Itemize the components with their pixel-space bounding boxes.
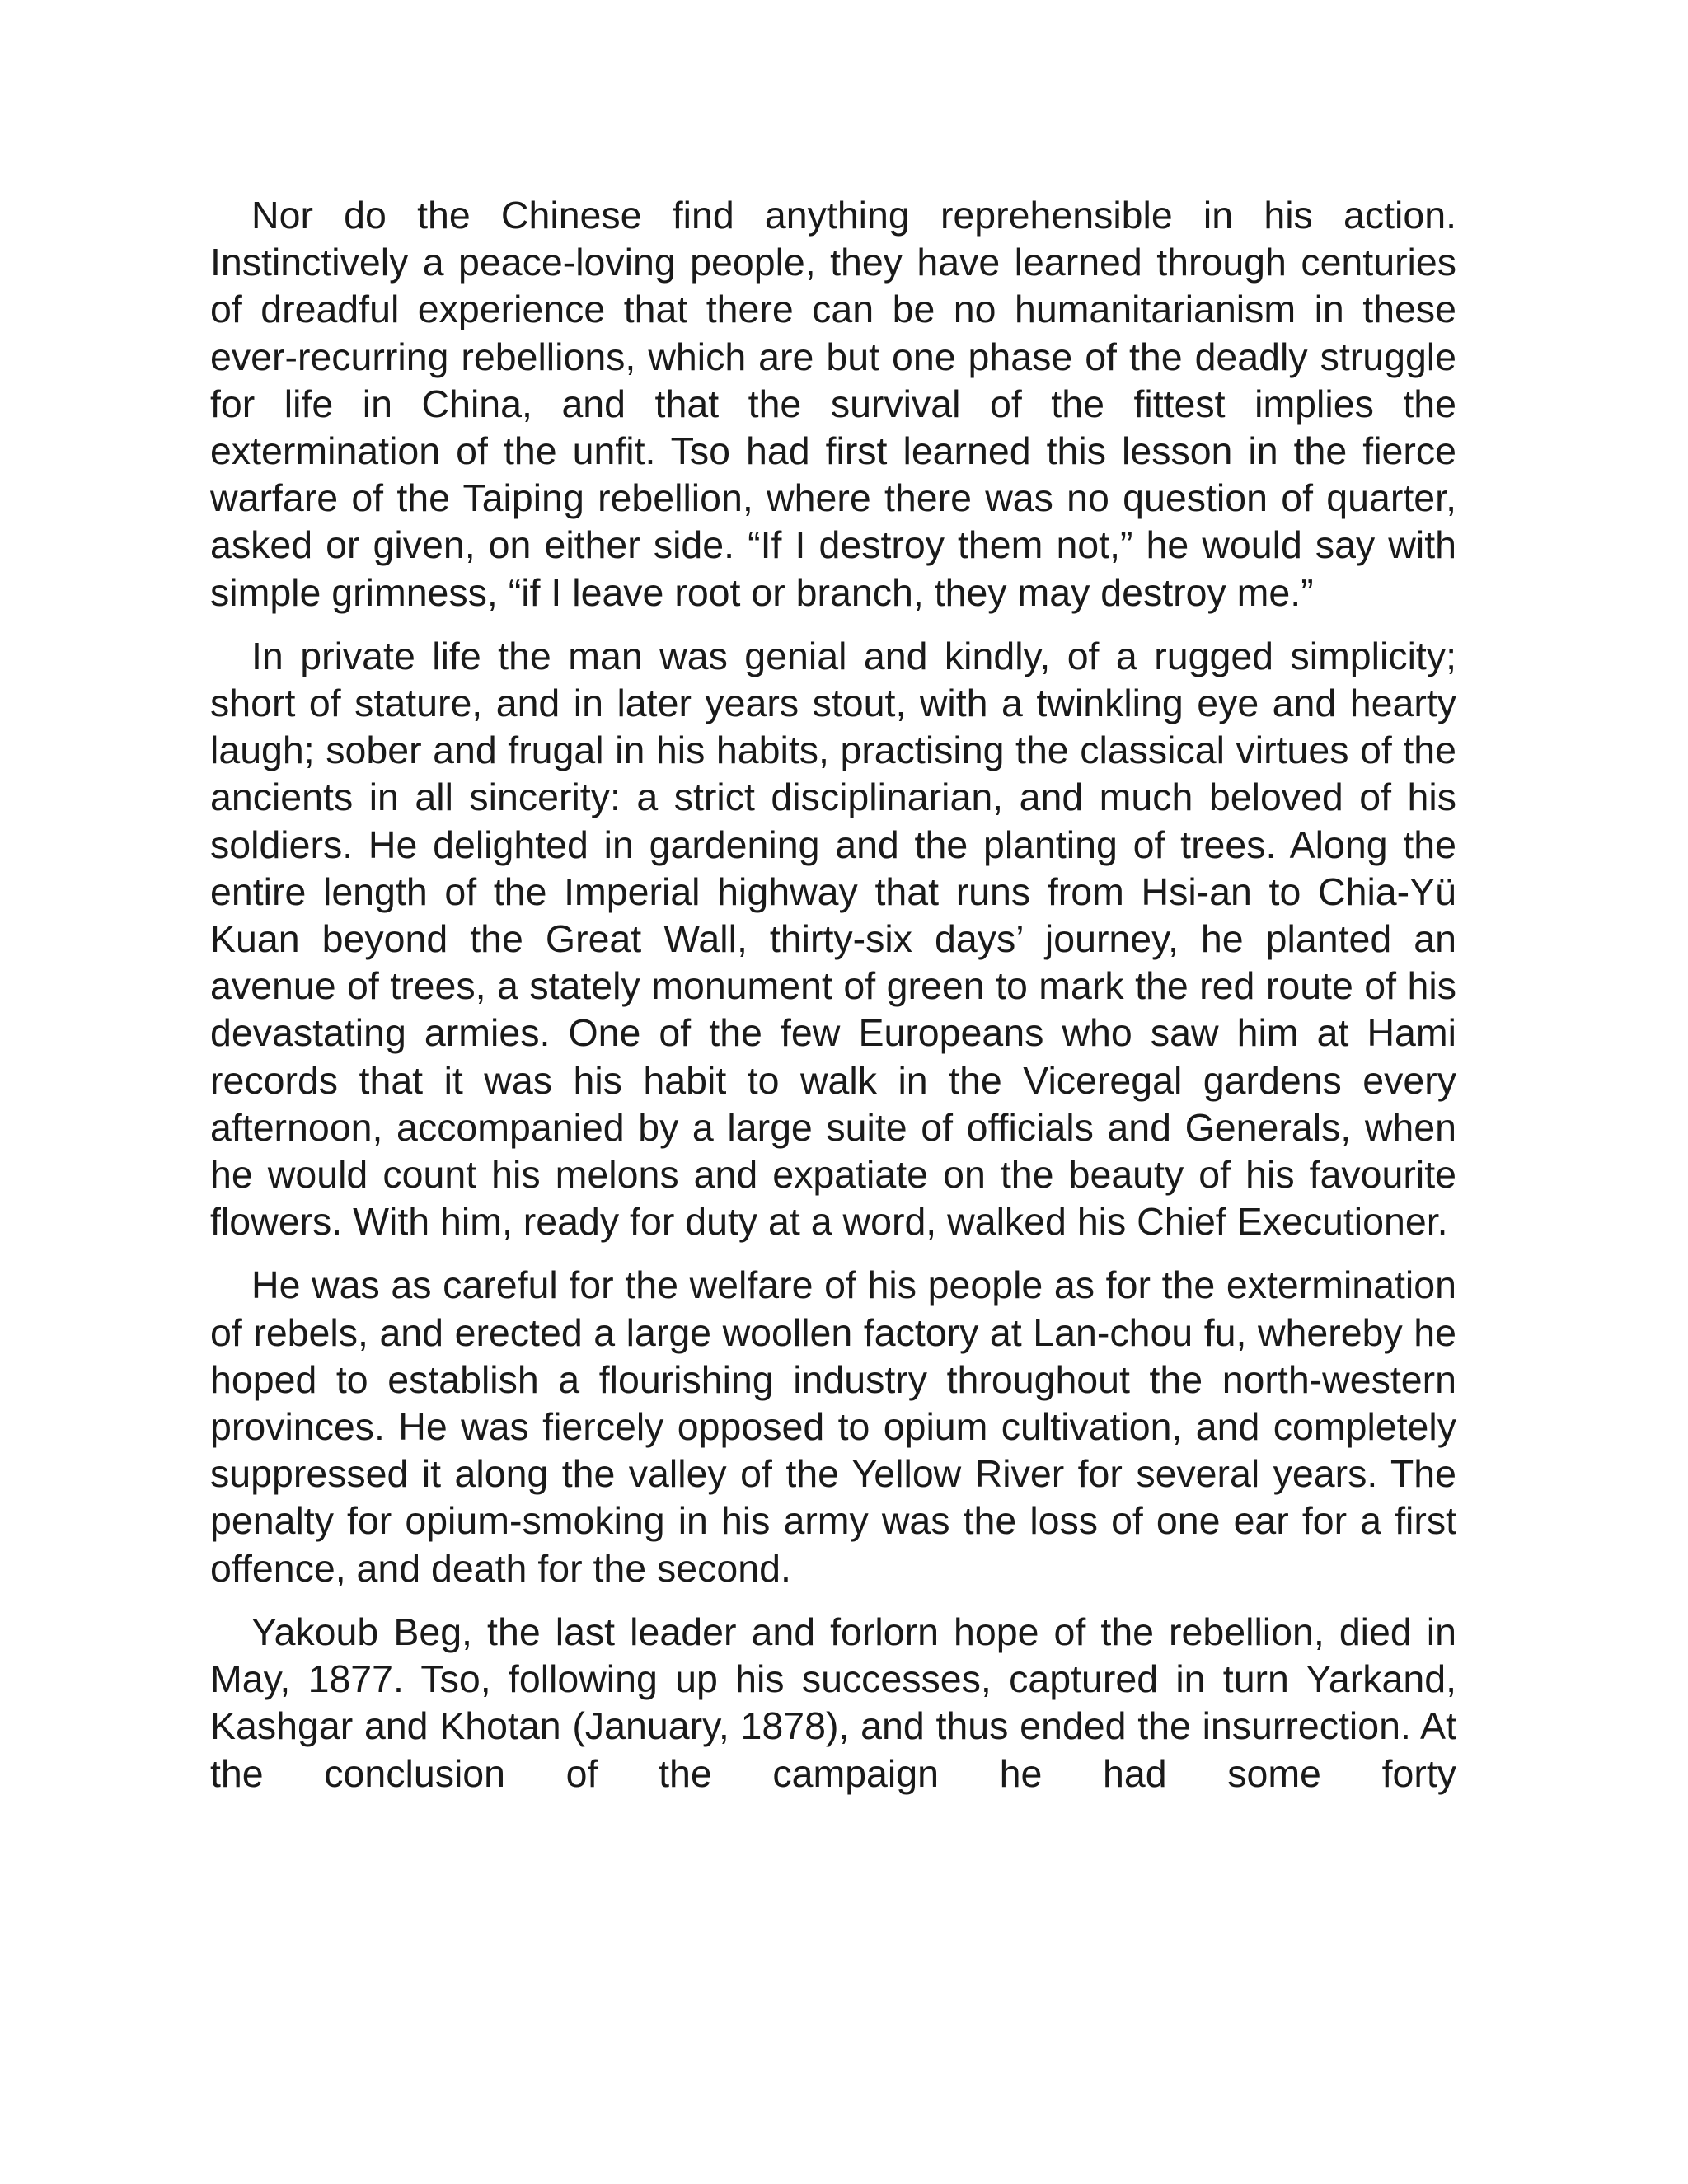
paragraph-3: He was as careful for the welfare of his people as for the extermination of rebels, and erected a large woollen factory at Lan-chou fu, whereby he hoped to establish a flourishing industry throughout the north-western provinces. He was fiercely opposed to opium cultivation, and completely suppressed it along the valley of the Yellow River for several years. The penalty for opium-smoking in his army was the loss of one ear for a first offence, and death for the second. (210, 1263, 1456, 1590)
body-text (210, 192, 1456, 1814)
paragraph-4: Yakoub Beg, the last leader and forlorn hope of the rebellion, died in May, 1877. Tso, following up his successes, captured in turn Yarkand, Kashgar and Khotan (January, 1878), and thus ended the insurrection. At the conclusion of the campaign he had some forty (210, 1610, 1456, 1795)
paragraph-1: Nor do the Chinese find anything reprehensible in his action. Instinctively a peace-loving people, they have learned through centuries of dreadful experience that there can be no humanitarianism in these ever-recurring rebellions, which are but one phase of the deadly struggle for life in China, and that the survival of the fittest implies the extermination of the unfit. Tso had first learned this lesson in the fierce warfare of the Taiping rebellion, where there was no question of quarter, asked or given, on either side. “If I destroy them not,” he would say with simple grimness, “if I leave root or branch, they may destroy me.” (210, 194, 1456, 614)
paragraph-2: In private life the man was genial and kindly, of a rugged simplicity; short of stature, and in later years stout, with a twinkling eye and hearty laugh; sober and frugal in his habits, practising the classical virtues of the ancients in all sincerity: a strict disciplinarian, and much beloved of his soldiers. He delighted in gardening and the planting of trees. Along the entire length of the Imperial highway that runs from Hsi-an to Chia-Yü Kuan beyond the Great Wall, thirty-six days’ journey, he planted an avenue of trees, a stately monument of green to mark the red route of his devastating armies. One of the few Europeans who saw him at Hami records that it was his habit to walk in the Viceregal gardens every afternoon, accompanied by a large suite of officials and Generals, when he would count his melons and expatiate on the beauty of his favourite flowers. With him, ready for duty at a word, walked his Chief Executioner. (210, 634, 1456, 1244)
